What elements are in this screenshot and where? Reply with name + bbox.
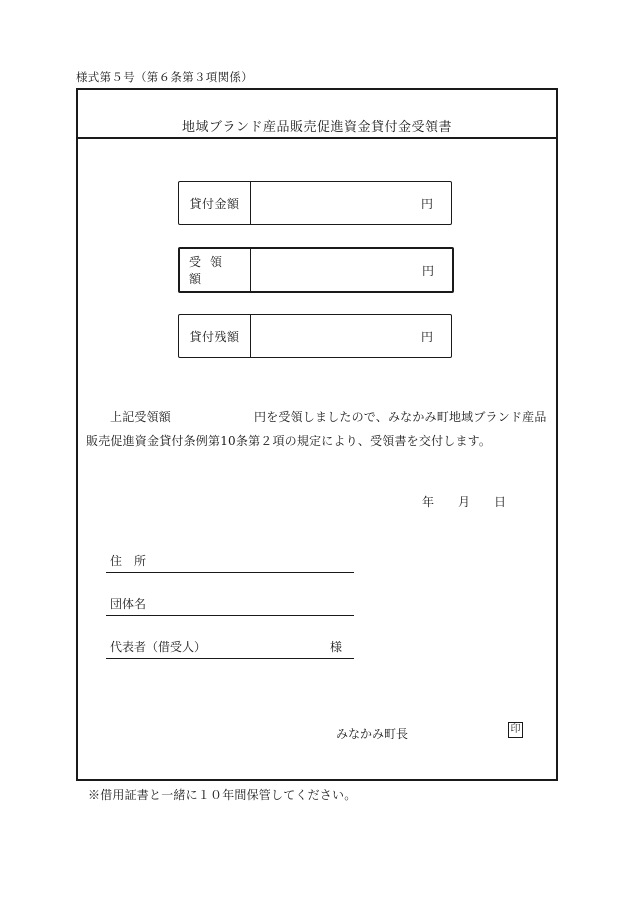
receipt-form-frame: [76, 88, 558, 781]
mayor-title: みなかみ町長: [336, 727, 409, 741]
date-month: 月: [458, 495, 471, 509]
body-text-line2: 販売促進資金貸付条例第10条第２項の規定により、受領書を交付します。: [86, 434, 492, 448]
date-year: 年: [422, 495, 435, 509]
footnote: ※借用証書と一緒に１０年間保管してください。: [88, 788, 357, 802]
group-name-field: [106, 595, 354, 616]
loan-amount-box: [178, 181, 452, 225]
address-label: 住 所: [110, 554, 147, 568]
date-day: 日: [494, 495, 507, 509]
representative-field: [106, 638, 354, 659]
received-amount-label: 受領額: [180, 249, 251, 291]
representative-label: 代表者（借受人）: [110, 640, 207, 654]
address-field: [106, 552, 354, 573]
loan-amount-label: 貸付金額: [179, 182, 251, 224]
received-amount-box: [178, 247, 454, 293]
form-number: 様式第５号（第６条第３項関係）: [76, 70, 253, 84]
seal-mark: 印: [508, 722, 523, 738]
form-title: 地域ブランド産品販売促進資金貸付金受領書: [181, 120, 452, 135]
representative-honorific: 様: [329, 640, 342, 654]
body-text-line1-prefix: 上記受領額: [110, 410, 172, 424]
body-text-line1-suffix: 円を受領しましたので、みなかみ町地域ブランド産品: [254, 410, 547, 424]
remaining-balance-unit: 円: [420, 329, 433, 344]
remaining-balance-label: 貸付残額: [179, 315, 251, 357]
remaining-balance-box: [178, 314, 452, 358]
loan-amount-unit: 円: [420, 196, 433, 211]
received-amount-unit: 円: [421, 263, 434, 278]
group-name-label: 団体名: [110, 597, 147, 611]
title-row: [78, 90, 556, 139]
